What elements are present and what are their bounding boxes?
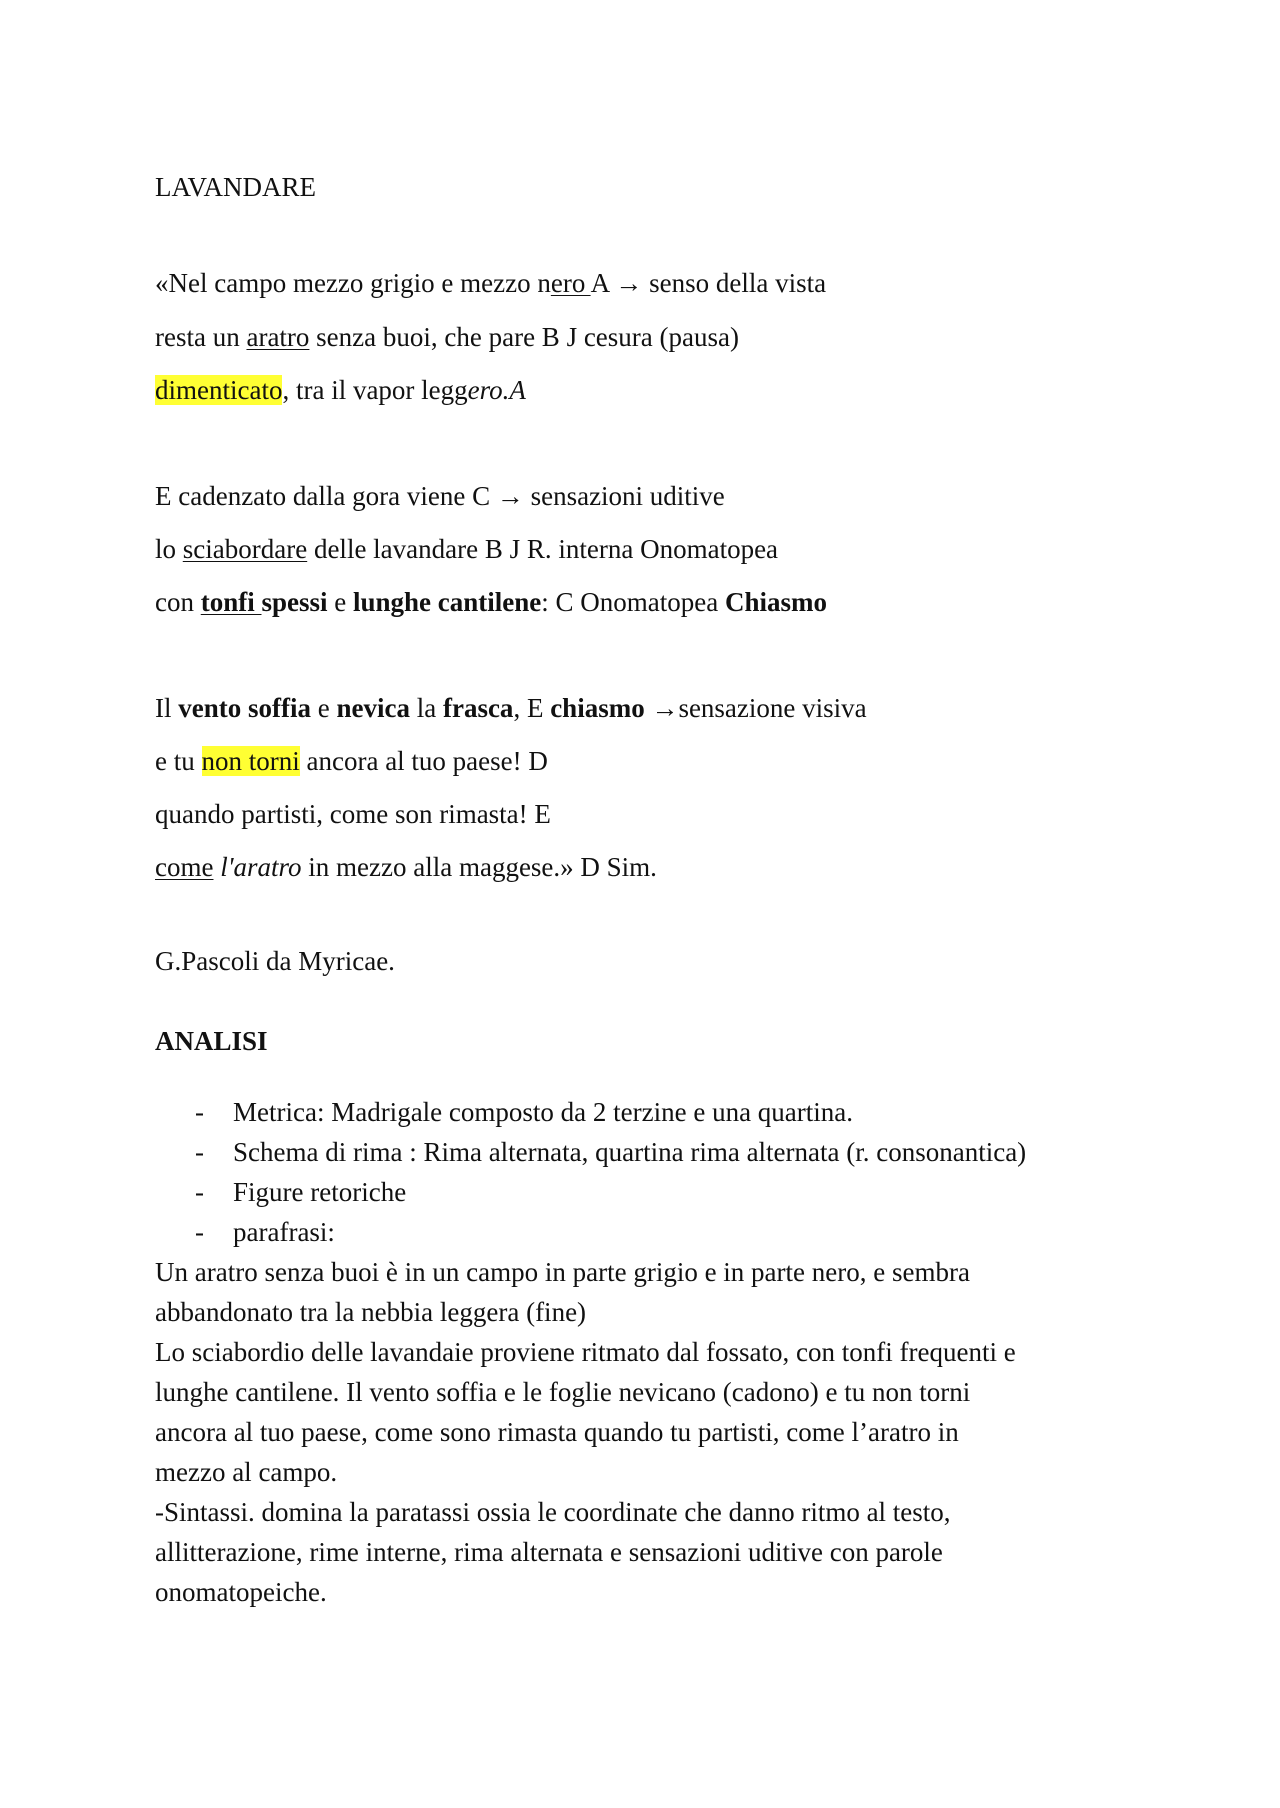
bold-text: frasca	[442, 693, 514, 723]
poem-text: con	[155, 587, 201, 617]
list-bullet: -	[195, 1097, 204, 1127]
list-item	[155, 1172, 1155, 1212]
paraphrase-line: lunghe cantilene. Il vento soffia e le foglie nevicano (cadono) e tu non torni	[155, 1377, 971, 1407]
list-item	[155, 1212, 1155, 1252]
syntax-line: allitterazione, rime interne, rima alternata e sensazioni uditive con parole	[155, 1537, 943, 1567]
underlined-text: sciabordare	[182, 534, 308, 564]
paraphrase-line: Lo sciabordio delle lavandaie proviene ritmato dal fossato, con tonfi frequenti e	[155, 1337, 1016, 1367]
bold-text: Chiasmo	[724, 587, 827, 617]
list-bullet: -	[195, 1177, 204, 1207]
list-bullet: -	[195, 1137, 204, 1167]
poem-line-1	[155, 266, 826, 300]
poem-text: e	[327, 587, 353, 617]
underlined-text: come	[155, 852, 214, 882]
syntax-line: onomatopeiche.	[155, 1577, 327, 1607]
author-attribution: G.Pascoli da Myricae.	[155, 946, 395, 976]
list-item-text: Figure retoriche	[233, 1177, 407, 1207]
poem-line-6	[155, 585, 827, 619]
paraphrase-line: Un aratro senza buoi è in un campo in parte grigio e in parte nero, e sembra	[155, 1257, 970, 1287]
poem-text: , tra il vapor legg	[282, 375, 468, 405]
poem-line-10	[155, 850, 657, 884]
italic-text: ero.A	[467, 375, 526, 405]
list-item	[155, 1092, 1155, 1132]
highlighted-text: non torni	[201, 746, 300, 776]
bold-text: spessi	[261, 587, 328, 617]
poem-text: Il	[155, 693, 179, 723]
list-item-text: Schema di rima : Rima alternata, quartina rima alternata (r. consonantica)	[233, 1137, 1027, 1167]
italic-text: l'aratro	[220, 852, 302, 882]
annotation-text: ancora al tuo paese! D	[299, 746, 548, 776]
annotation-text: A → senso della vista	[590, 268, 827, 298]
poem-line-2	[155, 320, 739, 354]
poem-line-9: quando partisti, come son rimasta! E	[155, 799, 551, 829]
poem-text: e	[310, 693, 337, 723]
paraphrase-line: mezzo al campo.	[155, 1457, 338, 1487]
syntax-line: -Sintassi. domina la paratassi ossia le coordinate che danno ritmo al testo,	[155, 1497, 951, 1527]
underlined-text: aratro	[246, 322, 310, 352]
annotation-text: : C Onomatopea	[541, 587, 725, 617]
paraphrase-line: abbandonato tra la nebbia leggera (fine)	[155, 1297, 587, 1327]
poem-line-3	[155, 373, 526, 407]
poem-text: e tu	[155, 746, 202, 776]
highlighted-text: dimenticato	[155, 375, 283, 405]
poem-text: «Nel campo mezzo grigio e mezzo n	[155, 268, 551, 298]
analisi-list	[155, 1092, 1155, 1252]
list-bullet: -	[195, 1217, 204, 1247]
paraphrase-line: ancora al tuo paese, come sono rimasta quando tu partisti, come l’aratro in	[155, 1417, 959, 1447]
poem-text: , E	[513, 693, 551, 723]
underlined-text: ero	[550, 268, 591, 298]
poem-line-5	[155, 532, 778, 566]
bold-text: vento soffia	[178, 693, 311, 723]
bold-underlined-text: tonfi	[200, 587, 262, 617]
list-item-text: Metrica: Madrigale composto da 2 terzine e una quartina.	[233, 1097, 854, 1127]
list-item-text: parafrasi:	[233, 1217, 335, 1247]
poem-text: lo	[155, 534, 183, 564]
bold-text: chiasmo	[550, 693, 645, 723]
poem-text: la	[409, 693, 443, 723]
poem-line-7	[155, 691, 867, 725]
list-item	[155, 1132, 1155, 1172]
bold-text: nevica	[336, 693, 410, 723]
analisi-heading: ANALISI	[155, 1026, 268, 1056]
page-title: LAVANDARE	[155, 172, 317, 202]
annotation-text: in mezzo alla maggese.» D Sim.	[301, 852, 657, 882]
annotation-text: senza buoi, che pare B J cesura (pausa)	[309, 322, 739, 352]
bold-text: lunghe cantilene	[353, 587, 542, 617]
annotation-text: delle lavandare B J R. interna Onomatopea	[307, 534, 779, 564]
poem-text: resta un	[155, 322, 247, 352]
poem-line-4: E cadenzato dalla gora viene C → sensazioni uditive	[155, 481, 725, 511]
poem-line-8	[155, 744, 548, 778]
annotation-text: →sensazione visiva	[644, 693, 867, 723]
